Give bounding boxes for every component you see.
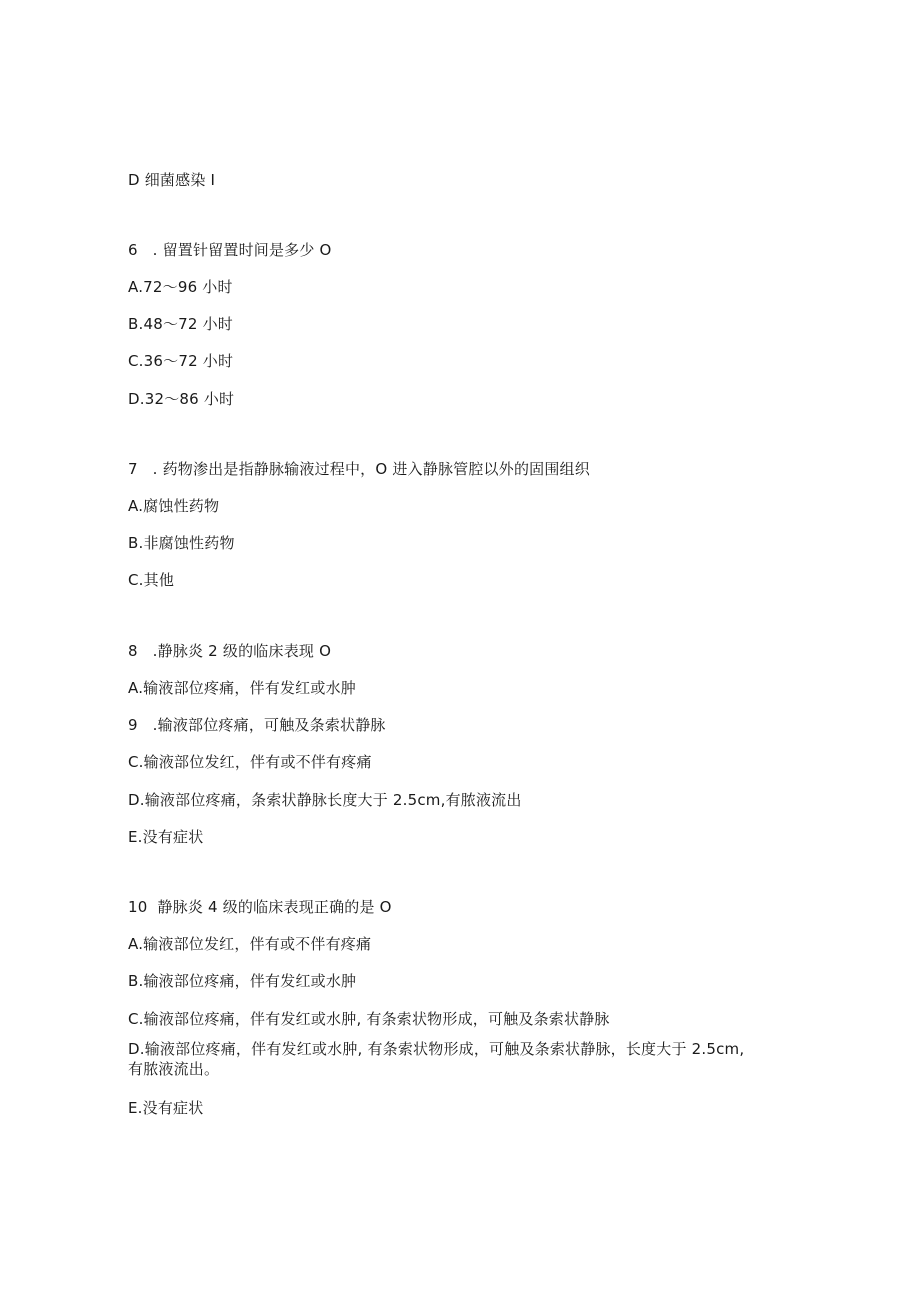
- q8-option-d: D.输液部位疼痛，条索状静脉长度大于 2.5cm,有脓液流出: [128, 791, 522, 809]
- q8-option-a: A.输液部位疼痛，伴有发红或水肿: [128, 679, 356, 697]
- q6-option-c: C.36～72 小时: [128, 352, 234, 370]
- q10-question: 10 静脉炎 4 级的临床表现正确的是 O: [128, 898, 392, 916]
- q6-option-b: B.48～72 小时: [128, 315, 234, 333]
- q8-option-c: C.输液部位发红，伴有或不伴有疼痛: [128, 753, 372, 771]
- q5-option-d: D 细菌感染 I: [128, 171, 216, 189]
- q7-question: 7 . 药物渗出是指静脉输液过程中，O 进入静脉管腔以外的固围组织: [128, 460, 590, 478]
- q8-option-b: 9 .输液部位疼痛，可触及条索状静脉: [128, 716, 386, 734]
- q6-option-d: D.32～86 小时: [128, 390, 235, 408]
- q7-option-a: A.腐蚀性药物: [128, 497, 220, 515]
- q6-question: 6 . 留置针留置时间是多少 O: [128, 241, 332, 259]
- q7-option-c: C.其他: [128, 571, 175, 589]
- q6-option-a: A.72～96 小时: [128, 278, 233, 296]
- q10-option-b: B.输液部位疼痛，伴有发红或水肿: [128, 972, 357, 990]
- q8-question: 8 .静脉炎 2 级的临床表现 O: [128, 642, 332, 660]
- q10-option-c: C.输液部位疼痛，伴有发红或水肿, 有条索状物形成，可触及条索状静脉: [128, 1010, 610, 1028]
- q7-option-b: B.非腐蚀性药物: [128, 534, 235, 552]
- q10-option-d: D.输液部位疼痛，伴有发红或水肿, 有条索状物形成，可触及条索状静脉，长度大于 2.5cm,有脓液流出。: [128, 1040, 745, 1078]
- q10-option-a: A.输液部位发红，伴有或不伴有疼痛: [128, 935, 372, 953]
- q10-option-e: E.没有症状: [128, 1099, 204, 1117]
- q8-option-e: E.没有症状: [128, 828, 204, 846]
